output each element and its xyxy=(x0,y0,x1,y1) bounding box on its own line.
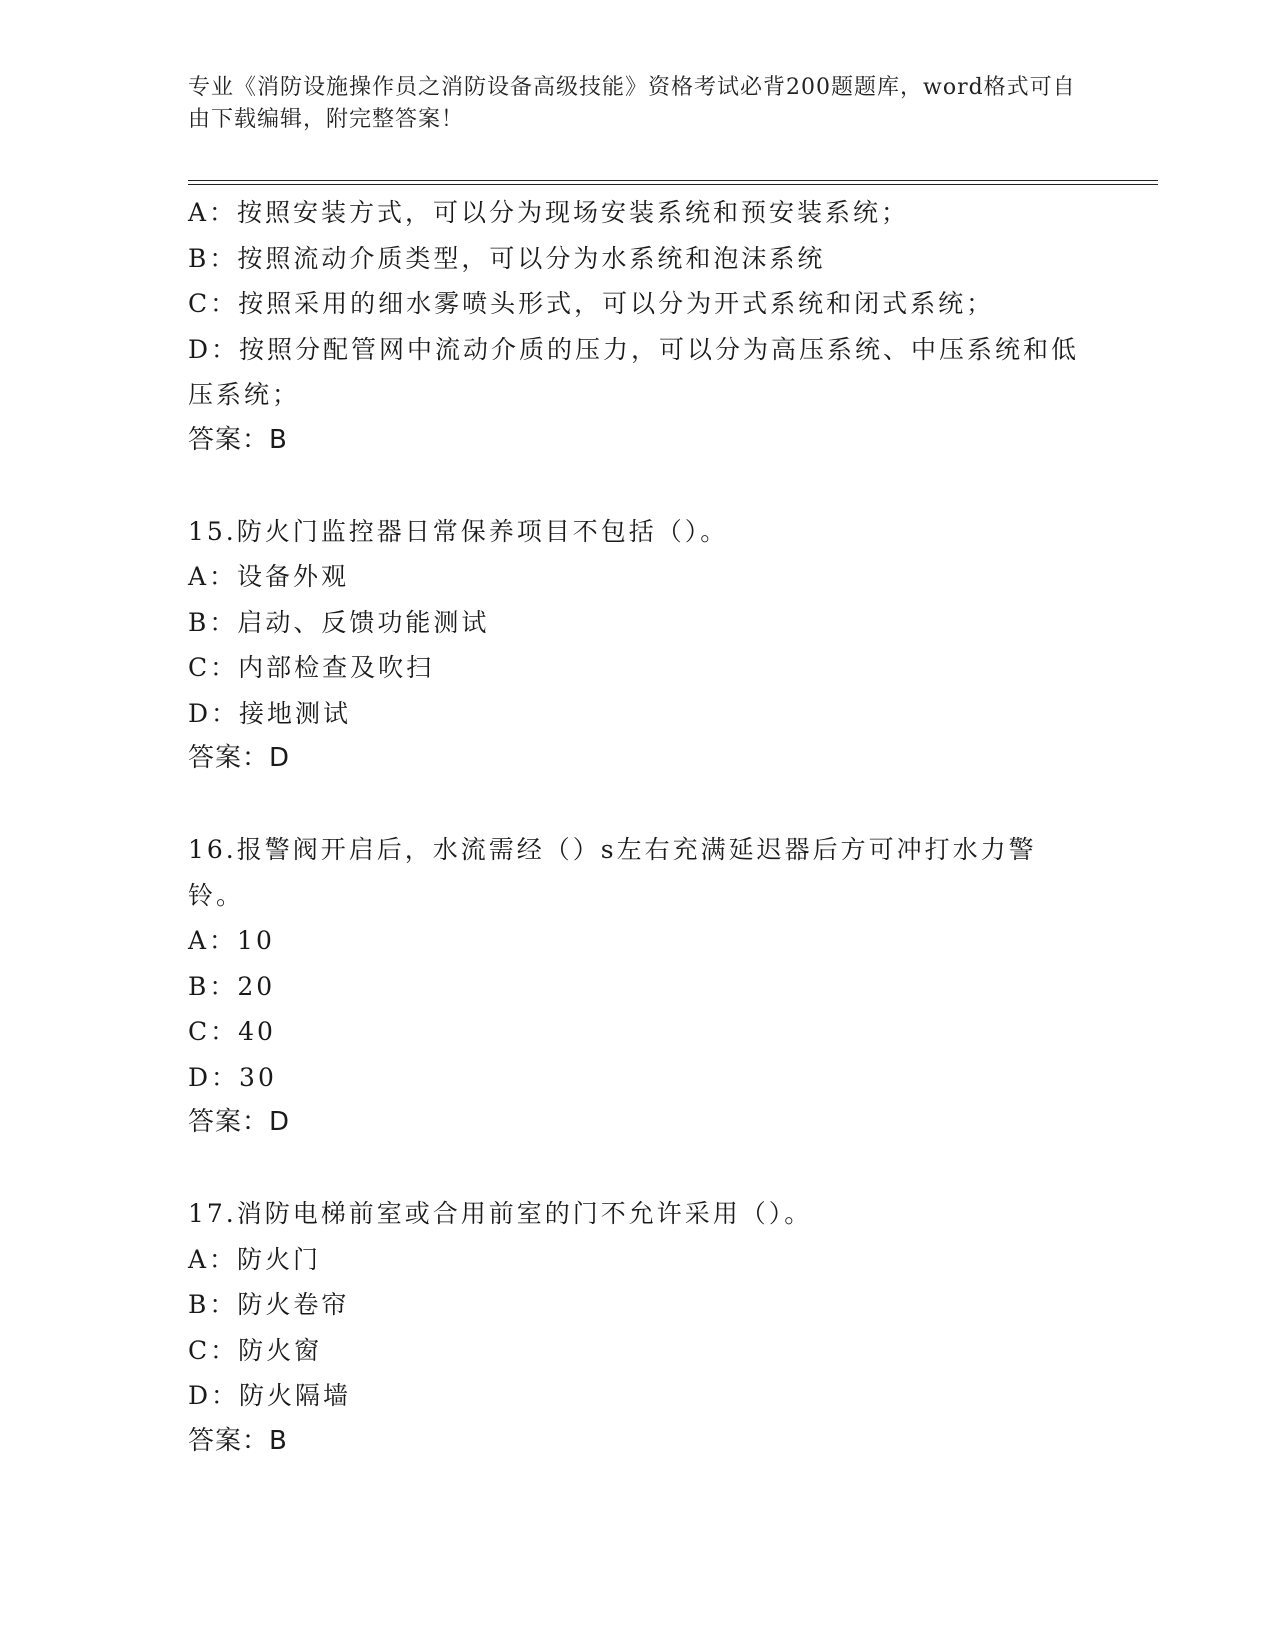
option-b: B：按照流动介质类型，可以分为水系统和泡沫系统 xyxy=(188,243,826,273)
option-b: B：防火卷帘 xyxy=(188,1290,350,1319)
option-d: D：按照分配管网中流动介质的压力，可以分为高压系统、中压系统和低压系统； xyxy=(188,334,1080,409)
option-c: C：防火窗 xyxy=(188,1335,323,1365)
option-a: A：设备外观 xyxy=(188,562,350,591)
answer: 答案：D xyxy=(188,1107,291,1137)
option-d: D：防火隔墙 xyxy=(188,1381,352,1410)
answer: 答案：D xyxy=(188,743,291,773)
question-text: 17.消防电梯前室或合用前室的门不允许采用（）。 xyxy=(188,1199,813,1228)
option-c: C：40 xyxy=(188,1017,276,1046)
option-a: A：防火门 xyxy=(188,1244,322,1274)
question-list xyxy=(188,190,1088,1464)
option-b: B：20 xyxy=(188,971,276,1001)
question-text: 16.报警阀开启后，水流需经（）s左右充满延迟器后方可冲打水力警铃。 xyxy=(188,835,1037,910)
option-d: D：接地测试 xyxy=(188,698,352,728)
answer: 答案：B xyxy=(188,1425,288,1456)
document-header: 专业《消防设施操作员之消防设备高级技能》资格考试必背200题题库，word格式可自由下载编辑，附完整答案！ xyxy=(188,75,1076,132)
option-b: B：启动、反馈功能测试 xyxy=(188,607,490,637)
question-17 xyxy=(188,1191,1088,1464)
option-c: C：内部检查及吹扫 xyxy=(188,653,435,682)
question-15 xyxy=(188,509,1088,782)
answer: 答案：B xyxy=(188,424,288,455)
option-a: A：10 xyxy=(188,926,275,955)
header-rule-bottom xyxy=(188,184,1158,185)
question-14 xyxy=(188,190,1088,463)
question-text: 15.防火门监控器日常保养项目不包括（）。 xyxy=(188,516,729,546)
header-rule-top xyxy=(188,180,1158,181)
option-a: A：按照安装方式，可以分为现场安装系统和预安装系统； xyxy=(188,198,910,227)
option-c: C：按照采用的细水雾喷头形式，可以分为开式系统和闭式系统； xyxy=(188,289,995,318)
option-d: D：30 xyxy=(188,1062,277,1092)
question-16 xyxy=(188,827,1088,1146)
